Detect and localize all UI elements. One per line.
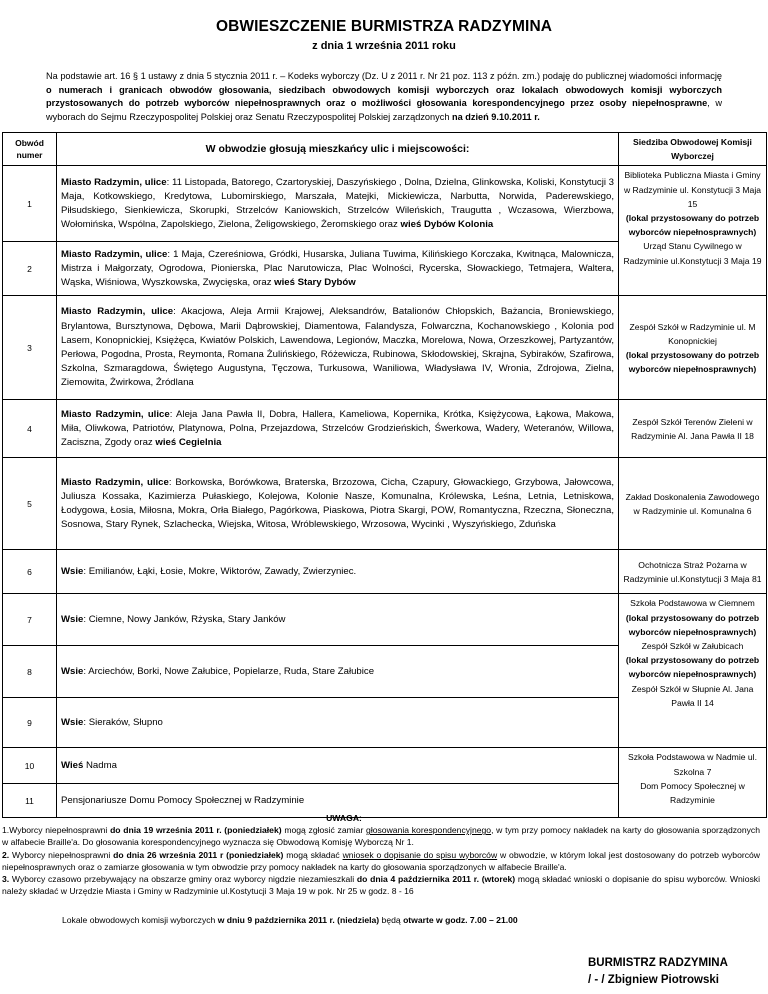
district-number: 10 [3, 748, 57, 784]
intro-bold-1: o numerach i granicach obwodów głosowania, siedzibach obwodowych komisji wyborczych oraz lokalach obwodowych komisji wyborczych przystosowanych do potrzeb wyborców niepełnosprawnych oraz o możliwości głosowania korespondencyjnego przez osoby niepełnosprawne [46, 84, 722, 109]
note-text: mogą zgłosić zamiar [281, 825, 367, 836]
seat-name: Biblioteka Publiczna Miasta i Gminy w Radzyminie ul. Konstytucji 3 Maja 15 [623, 170, 762, 209]
seat-accessible-note: (lokal przystosowany do potrzeb wyborców niepełnosprawnych) [625, 655, 760, 680]
street-tail: wieś Cegielnia [155, 437, 222, 448]
signature [588, 955, 728, 989]
district-number: 6 [3, 550, 57, 594]
street-lead: Miasto Radzymin, ulice [61, 248, 168, 260]
seat-cell [619, 550, 767, 594]
district-number: 9 [3, 698, 57, 748]
seat-name: Urząd Stanu Cywilnego w Radzyminie ul.Konstytucji 3 Maja 19 [623, 241, 762, 266]
street-tail: wieś Stary Dybów [274, 277, 356, 288]
intro-text-2: , w wyborach do Sejmu Rzeczypospolitej Polskiej oraz Senatu Rzeczypospolitej Polskiej zarządzonych [46, 98, 722, 122]
table-row [3, 458, 767, 550]
table-header-row [3, 133, 767, 166]
district-number: 2 [3, 242, 57, 296]
street-list: : Emilianów, Łąki, Łosie, Mokre, Wiktorów, Zawady, Zwierzyniec. [83, 565, 357, 577]
page-subtitle: z dnia 1 września 2011 roku [312, 40, 456, 52]
seat-accessible-note: (lokal przystosowany do potrzeb wyborców niepełnosprawnych) [625, 612, 760, 637]
district-number: 3 [3, 296, 57, 400]
header-seat: Siedziba Obwodowej Komisji Wyborczej [619, 133, 767, 166]
note-text: , w tym przy pomocy nakładek na karty do głosowania sporządzonych w alfabecie Braille'a. Do głosowania korespondencyjnego wyznacza się Obwodową Komisję Wyborczą Nr 1. [2, 825, 760, 848]
district-streets [57, 166, 619, 242]
district-streets [57, 400, 619, 458]
note-text: mogą składać [283, 849, 343, 860]
note-text: Wyborcy czasowo przebywający na obszarze gminy oraz wyborcy nigdzie niezamieszkali [9, 874, 357, 885]
opening-text: będą [379, 915, 404, 925]
seat-accessible-note: (lokal przystosowany do potrzeb wyborców niepełnosprawnych) [625, 213, 760, 238]
table-row [3, 594, 767, 646]
header-district-number: Obwód numer [3, 133, 57, 166]
district-streets [57, 296, 619, 400]
seat-name: Zespół Szkół w Załubicach [641, 641, 744, 652]
district-streets [57, 458, 619, 550]
district-streets [57, 242, 619, 296]
street-list: : 1 Maja, Czereśniowa, Gródki, Husarska, Juliana Tuwima, Kilińskiego Korczaka, Kwitnąca, Malownicza, Mistrza i Małgorzaty, Ogrodowa, Pionierska, Plac Narutowicza, Plac Wolności, Rycerska, Słowackiego, Tetmajera, Waltera, Wąska, Wiśniowa, Wyszkowska, Zwycięska, oraz [61, 248, 614, 288]
seat-accessible-note: (lokal przystosowany do potrzeb wyborców niepełnosprawnych) [625, 349, 760, 375]
district-streets [57, 550, 619, 594]
signature-name: / - / Zbigniew Piotrowski [588, 974, 719, 986]
district-number: 8 [3, 646, 57, 698]
seat-name: Ochotnicza Straż Pożarna w Radzyminie ul.Konstytucji 3 Maja 81 [623, 559, 762, 584]
notes-section [0, 812, 768, 897]
note-underlined: wniosek o dopisanie do spisu wyborców [342, 849, 498, 860]
district-number: 4 [3, 400, 57, 458]
street-lead: Miasto Radzymin, ulice [61, 408, 170, 420]
opening-hours [62, 915, 518, 925]
seat-name: Szkoła Podstawowa w Nadmie ul. Szkolna 7 [628, 752, 757, 777]
table-row [3, 400, 767, 458]
note-text: w obwodzie, w którym lokal jest dostosowany do potrzeb wyborców niepełnosprawnych oraz o zamiarze głosowania w tym obwodzie przy pomocy nakładek na karty do głosowania sporządzonych w alfabecie Braille'a. [2, 849, 761, 872]
note-1 [0, 824, 768, 848]
street-lead: Miasto Radzymin, ulice [61, 306, 174, 318]
seat-name: Zespół Szkół Terenów Zieleni w Radzyminie Al. Jana Pawła II 18 [631, 416, 754, 441]
intro-date: na dzień 9.10.2011 r. [451, 111, 540, 122]
street-lead: Wsie [61, 665, 84, 677]
notes-title: UWAGA: [326, 813, 362, 823]
district-number: 11 [3, 784, 57, 818]
street-list: : 11 Listopada, Batorego, Czartoryskiej, Daszyńskiego , Dolna, Dzielna, Glinkowska, Koliski, Konstytucji 3 Maja, Kotkowskiego, Kredytowa, Lubomirskiego, Marszała, Matejki, Mickiewicza, Narbutta, Norwida, Paderewskiego, Piłsudskiego, Sienkiewicza, Skorupki, Strzelców Kaniowskich, Strzelców Wileńskich, Traugutta , Wczasowa, Wierzbowa, Wołomińska, Wspólna, Zapolskiego, Zielona, Żeligowskiego, Żeromskiego oraz [61, 176, 614, 231]
seat-name: Zespół Szkół w Radzyminie ul. M Konopnickiej [629, 321, 756, 346]
intro-text-1: Na podstawie art. 16 § 1 ustawy z dnia 5 stycznia 2011 r. – Kodeks wyborczy (Dz. U z 2011 r. Nr 21 poz. 113 z późn. zm.) podaję do publicznej wiadomości informację [46, 71, 722, 81]
street-lead: Wsie [61, 716, 84, 728]
opening-hours-value: otwarte w godz. 7.00 – 21.00 [403, 915, 518, 925]
seat-name: Dom Pomocy Społecznej w Radzyminie [640, 780, 745, 806]
street-lead: Miasto Radzymin, ulice [61, 476, 169, 488]
street-tail: wieś Dybów Kolonia [400, 219, 494, 231]
street-list: Nadma [83, 759, 117, 771]
street-list: : Ciemne, Nowy Janków, Rżyska, Stary Janków [83, 613, 286, 625]
table-row [3, 166, 767, 242]
street-lead: Wsie [61, 565, 84, 577]
seat-cell [619, 166, 767, 296]
seat-cell [619, 594, 767, 748]
opening-text: Lokale obwodowych komisji wyborczych [62, 915, 218, 925]
seat-cell [619, 458, 767, 550]
street-lead: Wieś [61, 759, 84, 771]
seat-name: Zespół Szkół w Słupnie Al. Jana Pawła II 14 [631, 683, 754, 708]
district-streets [57, 594, 619, 646]
note-2 [0, 849, 768, 873]
note-text: mogą składać wnioski o dopisanie do spisu wyborców. Wnioski należy składać w Urzędzie Miasta i Gminy w Radzyminie ul.Kostytucji 3 Maja 19 w pok. Nr 25 w godz. 8 - 16 [2, 874, 760, 897]
signature-title: BURMISTRZ RADZYMINA [588, 957, 728, 969]
seat-cell [619, 400, 767, 458]
table-row [3, 296, 767, 400]
intro-paragraph [46, 70, 722, 124]
street-list: : Akacjowa, Aleja Armii Krajowej, Aleksandrów, Batalionów Chłopskich, Bażancia, Broniewskiego, Brylantowa, Bursztynowa, Dębowa, Marii Dąbrowskiej, Diamentowa, Falandysza, Folwarczna, Kochanowskiego , Kolonia pod Lasem, Konopnickiej, Księżęca, Kwiatów Polskich, Lawendowa, Legionów, Maczka, Morelowa, Nowa, Orzeszkowej, Partyzantów, Perłowa, Pogodna, Prosta, Reymonta, Romana Żulińskiego, Różewicza, Rubinowa, Skłodowskiej, Skrajna, Sybiraków, Szafirowa, Szkolna, Szmaragdowa, Świętego Augustyna, Tęczowa, Turkusowa, Waniliowa, Władysława IV, Wronia, Zdrojowa, Zielna, Ziemowita, Żwirkowa, Źródlana [61, 306, 614, 389]
district-streets [57, 646, 619, 698]
district-number: 5 [3, 458, 57, 550]
page-title: OBWIESZCZENIE BURMISTRZA RADZYMINA [215, 18, 553, 35]
district-streets [57, 748, 619, 784]
header-streets: W obwodzie głosują mieszkańcy ulic i miejscowości: [57, 133, 619, 166]
opening-date: w dniu 9 października 2011 r. (niedziela) [217, 915, 380, 925]
street-lead: Wsie [61, 613, 84, 625]
district-number: 1 [3, 166, 57, 242]
seat-cell [619, 748, 767, 818]
note-number: 2. [2, 849, 10, 860]
districts-table [2, 132, 767, 818]
note-3 [0, 873, 768, 897]
table-row [3, 550, 767, 594]
table-row [3, 748, 767, 784]
note-number: 3. [2, 874, 10, 885]
street-list: : Arciechów, Borki, Nowe Załubice, Popielarze, Ruda, Stare Załubice [83, 665, 375, 677]
note-underlined: głosowania korespondencyjnego [366, 825, 492, 836]
note-text: 1.Wyborcy niepełnosprawni [2, 825, 111, 836]
street-list: : Borkowska, Borówkowa, Braterska, Brzozowa, Cicha, Czapury, Głowackiego, Grzybowa, Jałowcowa, Juliusza Kossaka, Kazimierza Pułaskiego, Kolejowa, Kolonie Nasze, Komunalna, Królewska, Leśna, Letnia, Letniskowa, Łodygowa, Łosia, Miłosna, Mokra, Orła Białego, Pagórkowa, Piaskowa, Piotra Skargi, POW, Romantyczna, Rzeczna, Słoneczna, Sosnowa, Stary Rynek, Szlachecka, Wiejska, Witosa, Wróblewskiego, Wrzosowa, Wycinki , Wyszyńskiego, Zduńska [61, 476, 615, 531]
seat-name: Szkoła Podstawowa w Ciemnem [630, 598, 755, 609]
note-bold: do dnia 4 października 2011 r. (wtorek) [356, 874, 516, 885]
street-list: : Aleja Jana Pawła II, Dobra, Hallera, Kameliowa, Kopernika, Krótka, Księżycowa, Łąkowa, Makowa, Miła, Oliwkowa, Patriotów, Platynowa, Polna, Przejazdowa, Strzelców Grodzieńskich, Śwerkowa, Wadery, Weteranów, Willowa, Zaciszna, Zgody oraz [61, 408, 614, 448]
note-bold: do dnia 19 września 2011 r. (poniedziałek) [110, 825, 282, 836]
district-streets [57, 698, 619, 748]
district-number: 7 [3, 594, 57, 646]
note-bold: do dnia 26 września 2011 r (poniedziałek) [113, 849, 284, 860]
street-list: Pensjonariusze Domu Pomocy Społecznej w Radzyminie [61, 794, 305, 806]
note-text: Wyborcy niepełnosprawni [9, 849, 114, 860]
street-list: : Sieraków, Słupno [83, 716, 163, 728]
seat-name: Zakład Doskonalenia Zawodowego w Radzyminie ul. Komunalna 6 [625, 491, 760, 516]
seat-cell [619, 296, 767, 400]
street-lead: Miasto Radzymin, ulice [61, 176, 167, 188]
